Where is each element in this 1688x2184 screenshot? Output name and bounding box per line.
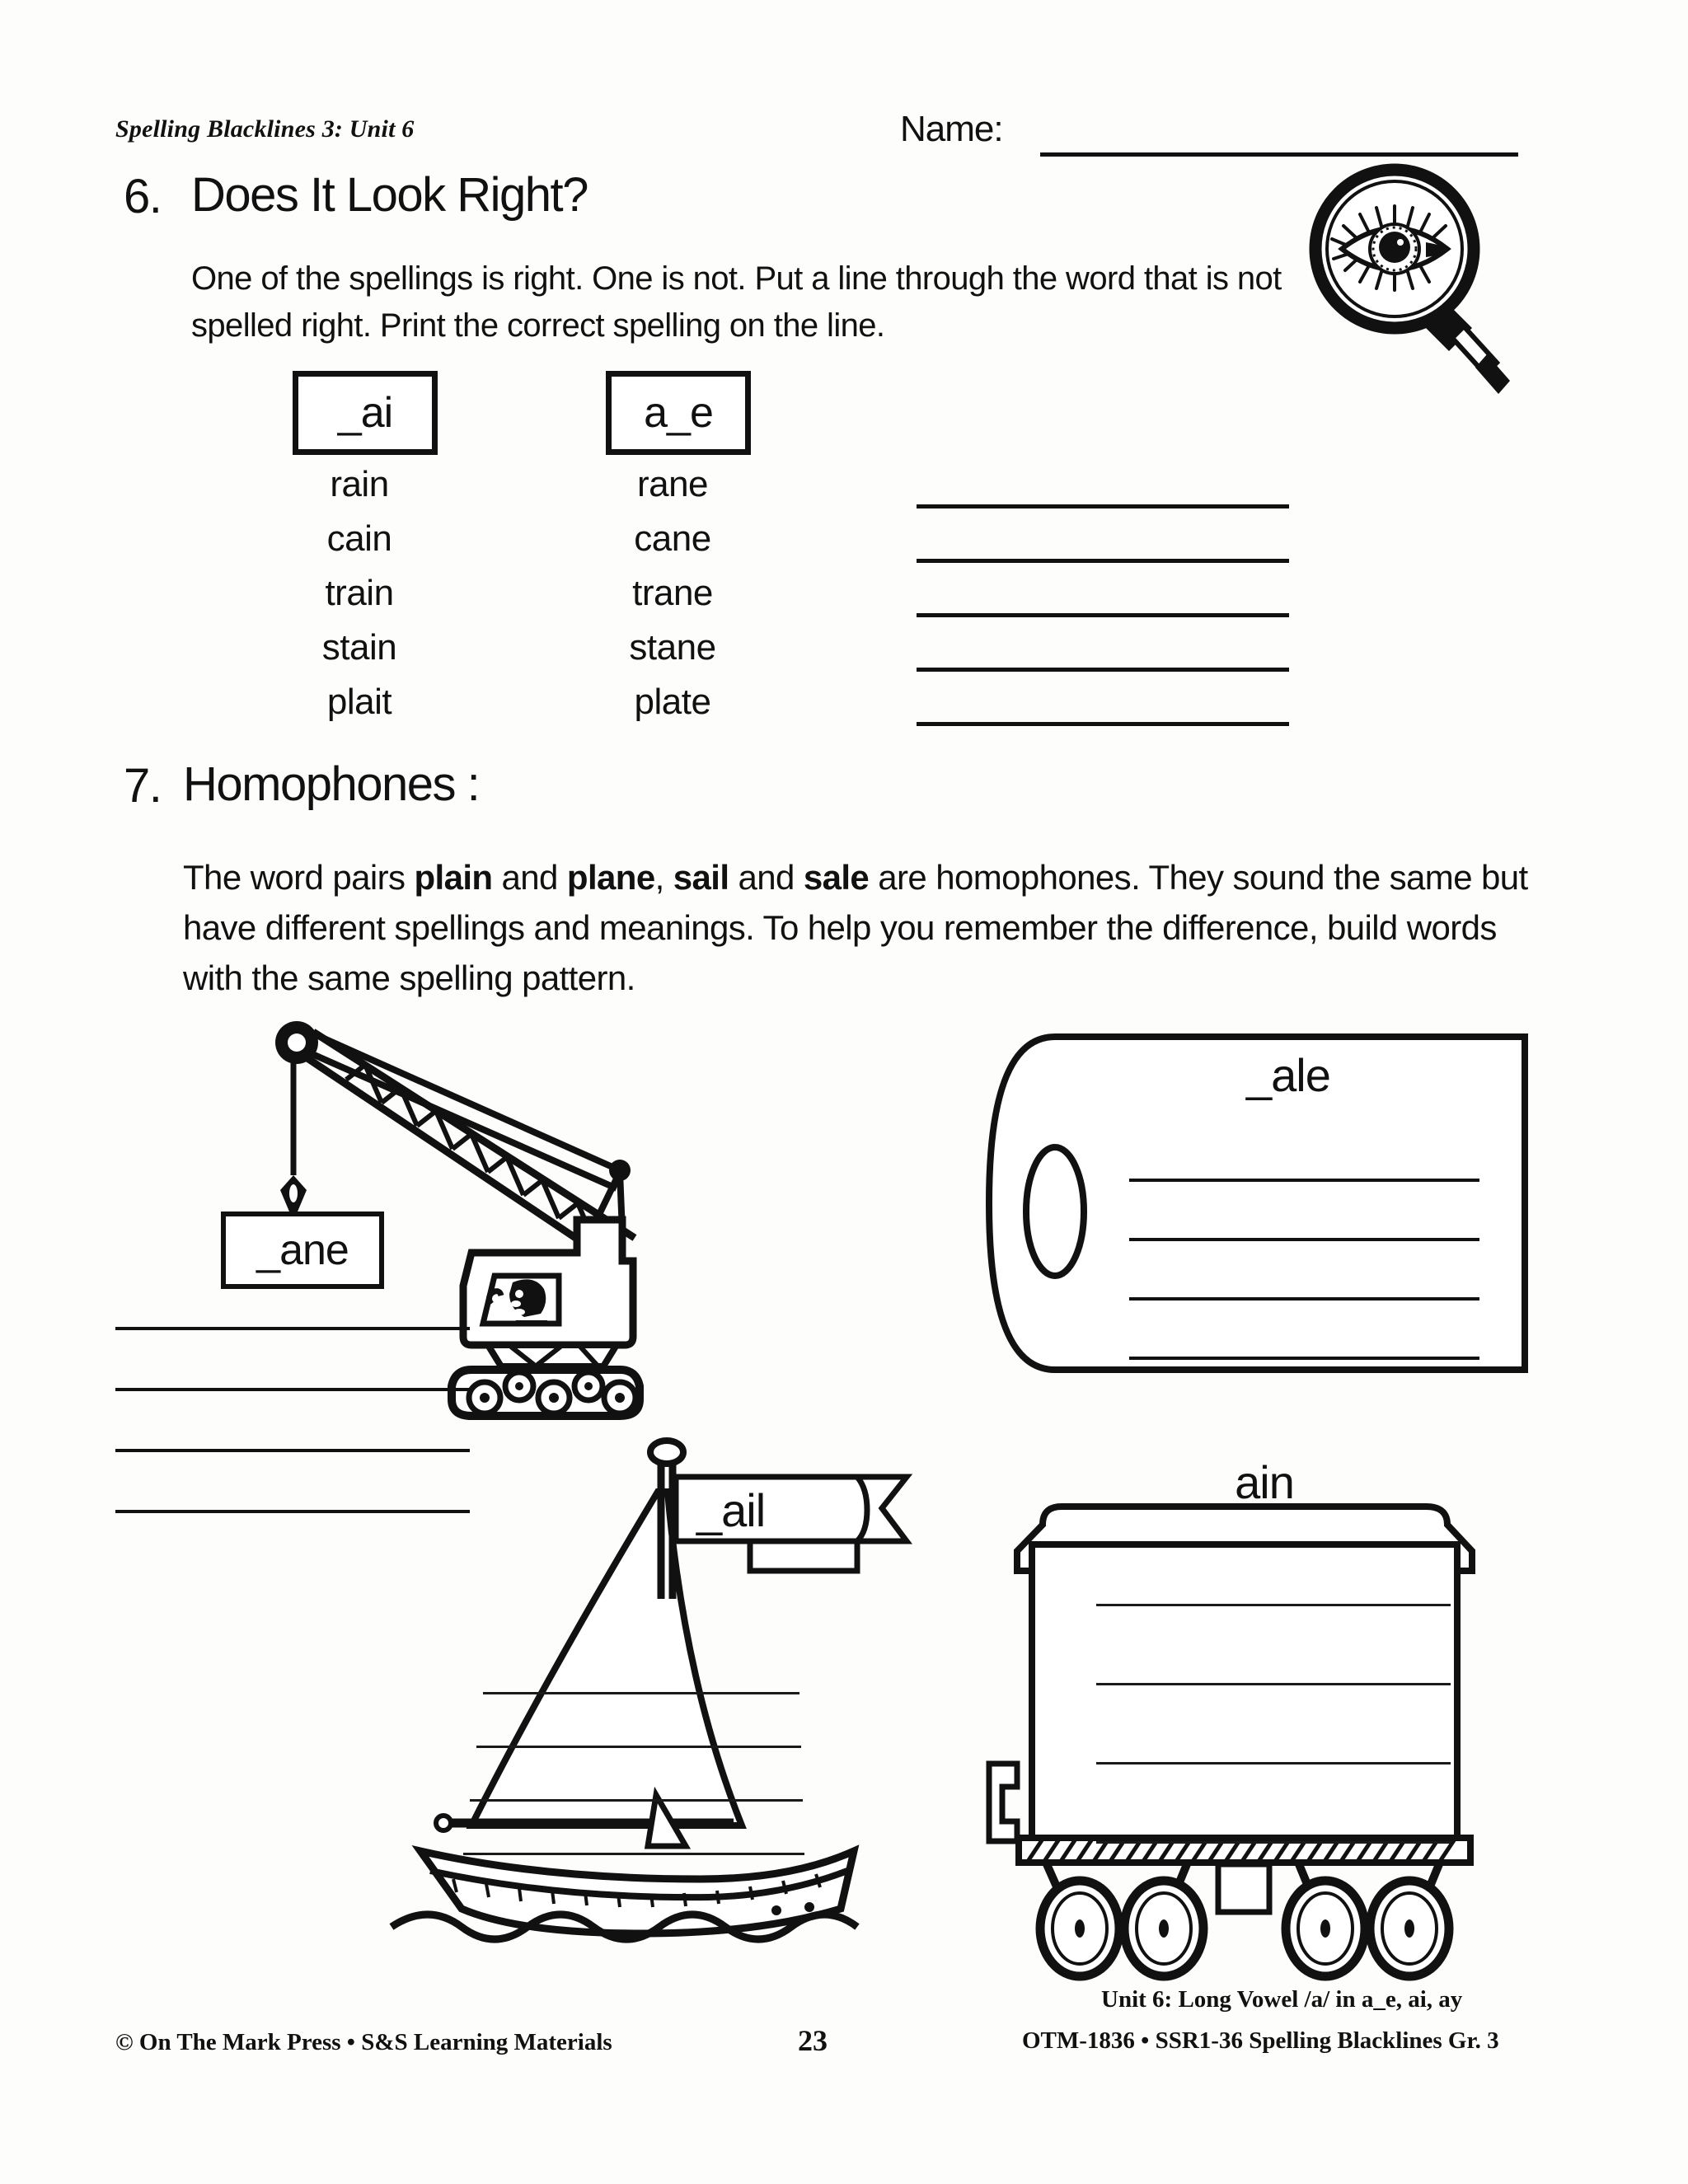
- crane-writing-line[interactable]: [115, 1327, 470, 1330]
- name-label: Name:: [900, 109, 1003, 149]
- train-car-label: _ain: [1210, 1456, 1294, 1508]
- answer-line[interactable]: [917, 559, 1289, 563]
- barrel-writing-line[interactable]: [1129, 1238, 1479, 1241]
- sailboat-writing-line[interactable]: [463, 1853, 804, 1855]
- barrel-label: _ale: [1246, 1049, 1330, 1101]
- copyright-footer: © On The Mark Press • S&S Learning Materials: [115, 2029, 612, 2055]
- paragraph-text: and: [729, 858, 804, 897]
- word-item[interactable]: cain: [326, 518, 392, 559]
- sailboat-writing-line[interactable]: [476, 1746, 801, 1748]
- section-6-number: 6.: [124, 170, 162, 223]
- sailboat-icon: [396, 1434, 907, 1945]
- section-6-title: Does It Look Right?: [191, 168, 588, 222]
- word-item[interactable]: cane: [634, 518, 711, 559]
- answer-line[interactable]: [917, 504, 1289, 509]
- section-7-number: 7.: [124, 759, 162, 813]
- word-item[interactable]: stain: [321, 627, 397, 668]
- paragraph-text: and: [492, 858, 567, 897]
- word-item[interactable]: plait: [326, 682, 392, 722]
- section-6-instructions: One of the spellings is right. One is not. Put a line through the word that is not spelled right. Print the correct spelling on the line.: [191, 260, 1282, 344]
- word-item[interactable]: trane: [632, 573, 713, 613]
- code-footer: OTM-1836 • SSR1-36 Spelling Blacklines Gr. 3: [1022, 2027, 1499, 2054]
- word-item[interactable]: stane: [629, 627, 716, 668]
- train-writing-line[interactable]: [1096, 1683, 1451, 1685]
- word-item[interactable]: train: [325, 573, 394, 613]
- word-item[interactable]: plate: [634, 682, 711, 722]
- word-item[interactable]: rain: [330, 464, 389, 504]
- pattern-box-a-e: a_e: [606, 371, 751, 455]
- answer-line[interactable]: [917, 668, 1289, 672]
- crane-writing-line[interactable]: [115, 1388, 470, 1391]
- bold-word-sail: sail: [673, 858, 729, 897]
- unit-footer: Unit 6: Long Vowel /a/ in a_e, ai, ay: [1101, 1986, 1463, 2013]
- answer-line[interactable]: [917, 613, 1289, 617]
- word-item[interactable]: rane: [636, 464, 709, 504]
- bold-word-sale: sale: [803, 858, 870, 897]
- magnifying-glass-eye-icon: [1302, 157, 1517, 404]
- page-number: 23: [798, 2024, 828, 2057]
- train-car-icon: [981, 1492, 1508, 1961]
- answer-line[interactable]: [917, 722, 1289, 726]
- train-writing-line[interactable]: [1096, 1841, 1451, 1844]
- bold-word-plain: plain: [414, 858, 493, 897]
- sailboat-writing-line[interactable]: [483, 1692, 799, 1694]
- section-7-paragraph: [183, 853, 1551, 1004]
- course-header: Spelling Blacklines 3: Unit 6: [115, 115, 415, 143]
- barrel-writing-line[interactable]: [1129, 1179, 1479, 1182]
- section-7-title: Homophones :: [183, 757, 480, 811]
- paragraph-text: ,: [654, 858, 673, 897]
- barrel-writing-line[interactable]: [1129, 1297, 1479, 1301]
- barrel-writing-line[interactable]: [1129, 1357, 1479, 1360]
- train-writing-line[interactable]: [1096, 1604, 1451, 1606]
- train-writing-line[interactable]: [1096, 1762, 1451, 1765]
- paragraph-text: The word pairs: [183, 858, 415, 897]
- crane-sign-box: _ane: [221, 1212, 384, 1289]
- word-column-a-e: [590, 457, 755, 729]
- sailboat-label: _ail: [696, 1484, 766, 1536]
- paragraph-text: are homophones. They sound the same but have different spellings and meanings. To help you remember the difference, build words with the same spelling pattern.: [183, 858, 1528, 997]
- pattern-box-ai: _ai: [293, 371, 438, 455]
- bold-word-plane: plane: [566, 858, 655, 897]
- sailboat-writing-line[interactable]: [470, 1799, 803, 1802]
- word-column-ai: [277, 457, 442, 729]
